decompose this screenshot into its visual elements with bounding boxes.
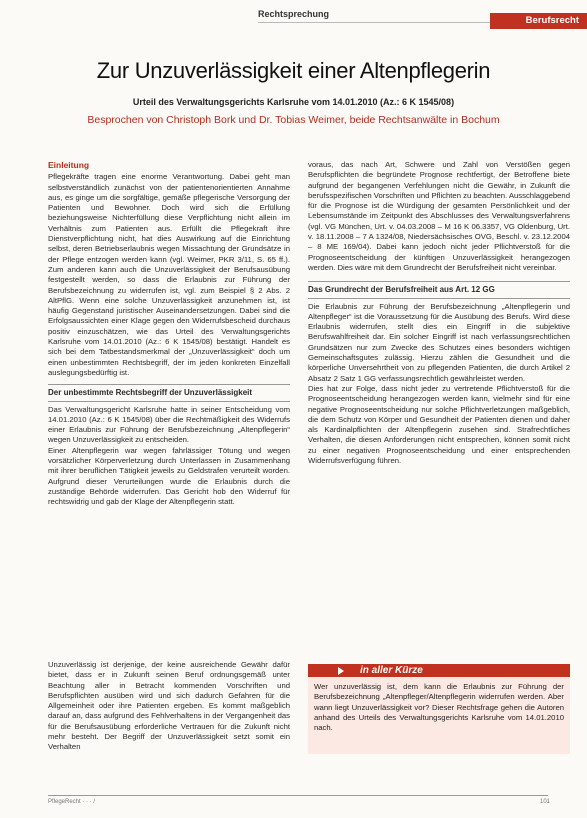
page-number: 101	[540, 799, 551, 805]
heading-rechtsbegriff: Der unbestimmte Rechtsbegriff der Unzuverlässigkeit	[48, 388, 253, 398]
right-column	[308, 160, 570, 466]
section-label: Berufsrecht	[525, 15, 579, 26]
paragraph-prognose: voraus, das nach Art, Schwere und Zahl von Verstößen gegen Berufspflichten die begründete Prognose rechtfertigt, der Betroffene biete aufgrund der begangenen Verfehlungen nicht die Gewähr, in Zukunft die berufsspezifischen Vorschriften und Pflichten zu beachten. Ausschlaggebend für die Prognose ist die Würdigung der gesamten Persönlichkeit und der Lebensumstände im Zeitpunkt des Abschlusses des Verwaltungsverfahrens (vgl. VG München, Urt. v. 04.03.2008 – M 16 K 06.3357, VG Oldenburg, Urt. v. 18.11.2008 – 7 A 1324/08, Niedersächsisches OVG, Beschl. v. 23.12.2004 – 8 ME 169/04). Dabei kann jedoch nicht jeder Pflichtverstoß für die Prognoseentscheidung der künftigen Unzuverlässigkeit herangezogen werden. Dies wäre mit dem Grundrecht der Berufsfreiheit nicht vereinbar.	[308, 160, 570, 272]
heading-grundrecht: Das Grundrecht der Berufsfreiheit aus Art. 12 GG	[308, 285, 495, 295]
summary-box-text: Wer unzuverlässig ist, dem kann die Erlaubnis zur Führung der Berufsbezeichnung „Altenpfleger/Altenpflegerin widerrufen werden. Aber wann liegt Unzuverlässigkeit vor? Dieser Rechtsfrage gehen die Autoren anhand des Urteils des Verwaltungsgerichts Karlsruhe vom 14.01.2010 nach.	[314, 682, 564, 733]
section-rule	[308, 281, 570, 282]
arrow-right-icon	[338, 667, 344, 675]
paragraph-folge: Dies hat zur Folge, dass nicht jeder zu vertretende Pflichtverstoß für die Prognoseentscheidung herangezogen werden kann, vielmehr sind für eine negative Prognoseentscheidung nur solche Pflichtverletzungen maßgeblich, die dem Schutz von Körper und Gesundheit der Patienten dienen und daher als Kardinalpflichten der Altenpflegerin zusehen sind. Strafrechtliches Verhalten, die diesen Anforderungen nicht entsprechen, können somit nicht zu einer negativen Prognoseentscheidung und einer entsprechenden Widerrufsverfügung führen.	[308, 383, 570, 466]
summary-box-title: in aller Kürze	[360, 665, 423, 676]
paragraph-berufsfreiheit: Die Erlaubnis zur Führung der Berufsbezeichnung „Altenpflegerin und Altenpfleger“ ist die Voraussetzung für die Ausübung des Berufs. Wird diese Erlaubnis widerrufen, stellt dies ein Eingriff in die subjektive Berufswahlfreiheit dar. Ein solcher Eingriff ist nach verfassungsrechtlichen Grundsätzen nur zum Zwecke des Schutzes eines besonders wichtigen Gemeinschaftsgutes zulässig. Hierzu zählen die Gesundheit und die körperliche Unversehrtheit von zu pflegenden Patienten, die durch Artikel 2 Absatz 2 Satz 1 GG verfassungsrechtlich gewährleistet werden.	[308, 301, 570, 383]
section-rule	[308, 298, 570, 299]
summary-box-header	[308, 664, 570, 677]
article-title: Zur Unzuverlässigkeit einer Altenpflegerin	[96, 58, 491, 83]
summary-box	[308, 664, 570, 754]
left-column-top	[48, 160, 290, 508]
paragraph-einleitung: Pflegekräfte tragen eine enorme Verantwortung. Dabei geht man selbstverständlich zunächst von der patientenorientierten Annahme aus, es ginge um die sorgfältige, gemäße pflegerische Versorgung der Patienten und Bewohner. Doch wird sich die Erfüllung beziehungsweise Nichterfüllung diese Verpflichtung nicht allein im Verhältnis zum Patienten aus. Erfüllt die Pflegekraft ihre Dienstverpflichtung nicht, hat dies Auswirkung auf die Einrichtung selbst, deren Betriebserlaubnis wegen Missachtung der Grundsätze in der Pflege entzogen werden kann (vgl. Weimer, PKR 3/11, S. 65 ff.). Zum anderen kann auch die Unzuverlässigkeit der Berufsausübung festgestellt werden, so dass die Erlaubnis zur Führung der Berufsbezeichnung zu widerrufen ist, vgl. zum Beispiel § 2 Abs. 2 AltPflG. Wenn eine solche Unzuverlässigkeit anzunehmen ist, ist häufig Gegenstand juristischer Auseinandersetzungen. Dabei sind die Erfolgsaussichten einer Klage gegen den Widerrufsbescheid durchaus positiv einzuschätzen, wie das Urteil des Verwaltungsgerichts Karlsruhe vom 14.01.2010 (Az.: 6 K 1545/08) bestätigt. Handelt es sich bei dem Tatbestandsmerkmal der „Unzuverlässigkeit“ doch um einen unbestimmten Rechtsbegriff, der im jeden konkreten Einzelfall auslegungsbedürftig ist.	[48, 172, 290, 377]
section-rule	[48, 384, 290, 385]
footer-citation: PflegeRecht · · · /	[48, 799, 96, 805]
section-rule	[48, 401, 290, 402]
section-ribbon	[490, 13, 587, 29]
paragraph-unzuverlaessig: Unzuverlässig ist derjenige, der keine ausreichende Gewähr dafür bietet, dass er in Zukunft seinen Beruf ordnungsgemäß unter Beachtung aller in Betracht kommenden Vorschriften und Berufspflichten ausüben wird und sich dadurch Gefahren für die Allgemeinheit oder ihre Patienten ergeben. Es kommt maßgeblich darauf an, dass aufgrund des Fehlverhaltens in der Vergangenheit das für die Berufsausübung erforderliche Vertrauen für die Zukunft nicht mehr besteht. Der Begriff der Unzuverlässigkeit setzt somit ein Verhalten	[48, 660, 290, 752]
rubric-label: Rechtsprechung	[258, 9, 330, 19]
heading-einleitung: Einleitung	[48, 160, 90, 170]
left-column-bottom	[48, 660, 290, 753]
article-subtitle: Urteil des Verwaltungsgerichts Karlsruhe vom 14.01.2010 (Az.: 6 K 1545/08)	[132, 97, 455, 107]
paragraph-rechtsbegriff: Das Verwaltungsgericht Karlsruhe hatte in seiner Entscheidung vom 14.01.2010 (Az.: 6 K 1545/08) über die Rechtmäßigkeit des Widerrufs einer Erlaubnis zur Führung der Berufsbezeichnung „Altenpflegerin“ wegen Unzuverlässigkeit zu entscheiden.	[48, 404, 290, 445]
paragraph-verurteilung: Einer Altenpflegerin war wegen fahrlässiger Tötung und wegen vorsätzlicher Körperverletzung durch Unterlassen in Zusammenhang mit ihrer beruflichen Tätigkeit jeweils zu Geldstrafen verurteilt worden. Aufgrund dieser Verurteilungen wurde die Erlaubnis durch die zuständige Behörde widerrufen. Das Gericht hob den Widerruf für rechtswidrig und gab der Klage der Altenpflegerin statt.	[48, 445, 290, 507]
article-authors: Besprochen von Christoph Bork und Dr. Tobias Weimer, beide Rechtsanwälte in Bochum	[87, 114, 500, 126]
footer-divider	[48, 795, 548, 796]
